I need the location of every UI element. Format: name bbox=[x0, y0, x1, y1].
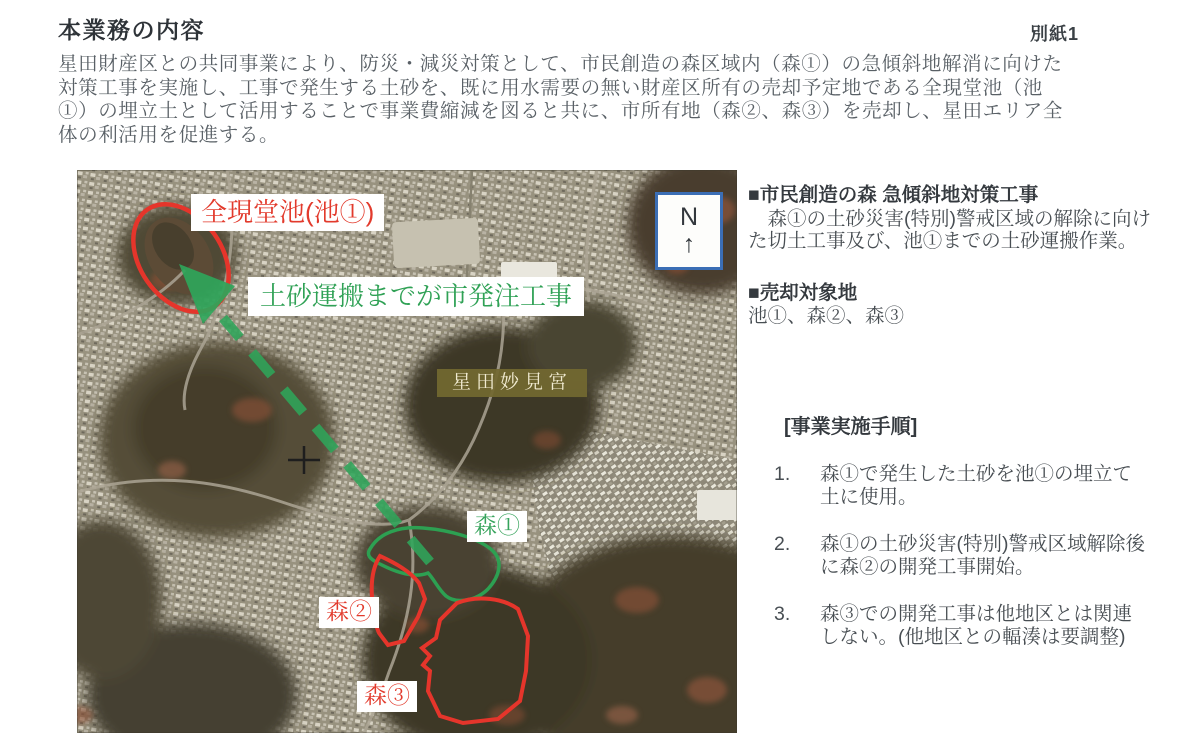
section1-body: 森①の土砂災害(特別)警戒区域の解除に向けた切土工事及び、池①までの土砂運搬作業。 bbox=[748, 207, 1151, 252]
attachment-label: 別紙1 bbox=[1030, 24, 1080, 44]
north-arrow-icon: ↑ bbox=[682, 230, 696, 258]
north-letter: N bbox=[679, 203, 699, 231]
transport-route-label: 土砂運搬までが市発注工事 bbox=[248, 277, 584, 316]
procedure-item-text: 森①で発生した土砂を池①の埋立て土に使用。 bbox=[820, 463, 1133, 508]
shrine-label: 星田妙見宮 bbox=[437, 369, 587, 397]
procedure-item bbox=[748, 463, 1168, 508]
section2-heading: ■売却対象地 bbox=[748, 281, 858, 304]
procedure-item-number: 2. bbox=[774, 533, 791, 555]
intro-line: 対策工事を実施し、工事で発生する土砂を、既に用水需要の無い財産区所有の売却予定地である全現堂池（池 bbox=[58, 76, 1043, 99]
procedure-item-text: 森①の土砂災害(特別)警戒区域解除後に森②の開発工事開始。 bbox=[820, 533, 1145, 578]
procedure-item-text: 森③での開発工事は他地区とは関連しない。(他地区との輻湊は要調整) bbox=[820, 603, 1133, 648]
intro-paragraph bbox=[58, 53, 1158, 147]
section2-body: 池①、森②、森③ bbox=[748, 305, 905, 327]
notes-column bbox=[748, 184, 1168, 648]
mori1-label: 森① bbox=[467, 511, 527, 542]
mori3-label: 森③ bbox=[357, 681, 417, 712]
sports-field bbox=[392, 218, 480, 268]
intro-line: 星田財産区との共同事業により、防災・減災対策として、市民創造の森区域内（森①）の急傾斜地解消に向けた bbox=[58, 53, 1063, 75]
procedure-heading: [事業実施手順] bbox=[784, 415, 918, 438]
page-title: 本業務の内容 bbox=[58, 17, 205, 43]
intro-line: ①）の埋立土として活用することで事業費縮減を図ると共に、市所有地（森②、森③）を売却し、星田エリア全 bbox=[58, 100, 1064, 123]
pond-label: 全現堂池(池①) bbox=[191, 194, 384, 231]
procedure-item bbox=[748, 603, 1168, 648]
intro-line: 体の利活用を促進する。 bbox=[58, 123, 280, 146]
satellite-map bbox=[77, 170, 737, 733]
north-indicator bbox=[655, 192, 723, 270]
procedure-item-number: 3. bbox=[774, 603, 791, 625]
procedure-item-number: 1. bbox=[774, 463, 791, 485]
procedure-item bbox=[748, 533, 1168, 578]
section1-heading: ■市民創造の森 急傾斜地対策工事 bbox=[748, 184, 1039, 206]
procedure-section bbox=[748, 416, 1168, 649]
mori2-label: 森② bbox=[319, 597, 379, 628]
satellite-map-image bbox=[77, 170, 737, 733]
white-building bbox=[697, 490, 737, 520]
